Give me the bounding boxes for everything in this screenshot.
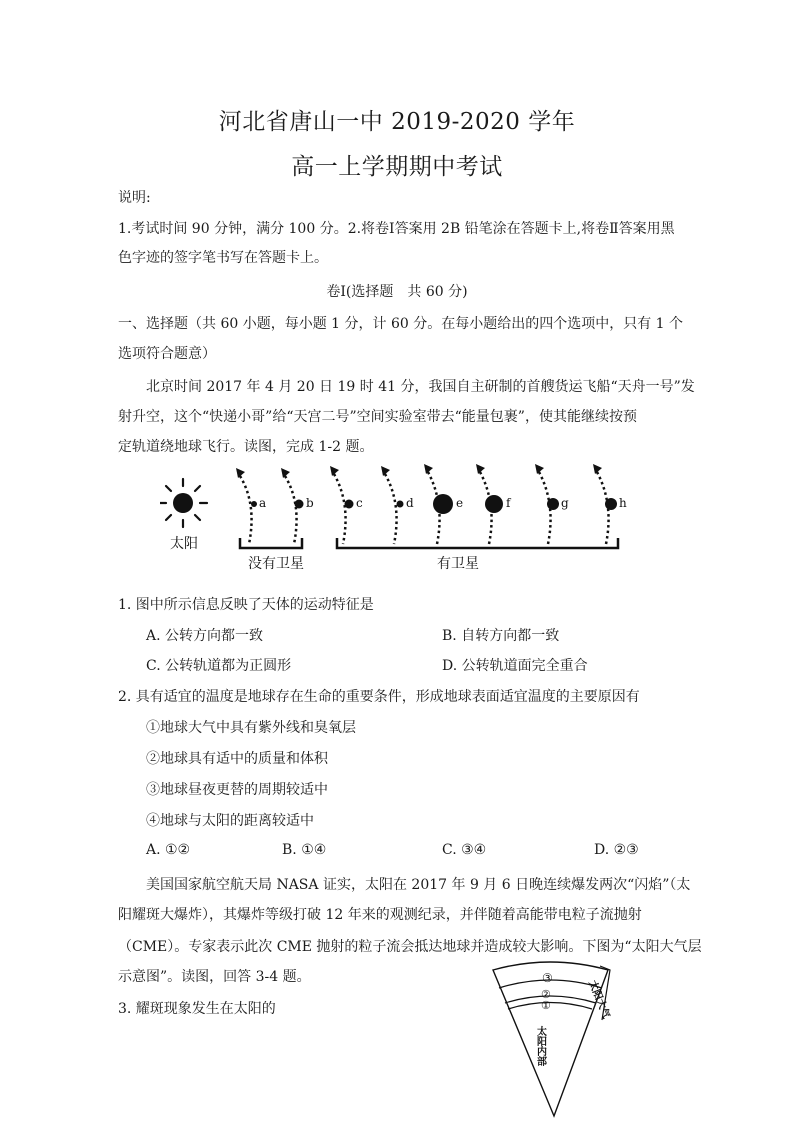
planet-a [251, 501, 257, 507]
solar-system-figure [160, 462, 640, 577]
passage2-line-3: （CME）。专家表示此次 CME 抛射的粒子流会抵达地球并造成较大影响。下图为“太阳大气层 [118, 939, 702, 955]
group-no-satellite-label: 没有卫星 [248, 556, 304, 572]
planet-b [295, 500, 304, 509]
solar-atmosphere-figure [488, 958, 618, 1120]
passage1-line-3: 定轨道绕地球飞行。读图，完成 1-2 题。 [118, 439, 374, 455]
planet-label-a: a [259, 496, 267, 510]
notes-line-1: 1.考试时间 90 分钟，满分 100 分。2.将卷Ⅰ答案用 2B 铅笔涂在答题卡上,将卷Ⅱ答案用黑 [118, 221, 675, 237]
section-instructions-1: 一、选择题（共 60 小题，每小题 1 分，计 60 分。在每小题给出的四个选项中，只有 1 个 [118, 316, 684, 332]
passage1-line-2: 射升空，这个“快递小哥”给“天宫二号”空间实验室带去“能量包裹”，使其能继续按预 [118, 409, 637, 425]
planet-label-h: h [619, 496, 627, 510]
planet-d [397, 501, 404, 508]
notes-line-2: 色字迹的签字笔书写在答题卡上。 [118, 250, 328, 266]
layer-label-1: ① [541, 999, 551, 1012]
q3-stem: 3. 耀斑现象发生在太阳的 [118, 1001, 276, 1017]
planet-label-e: e [456, 496, 464, 510]
passage2-line-2: 阳耀斑大爆炸），其爆炸等级打破 12 年来的观测纪录，并伴随着高能带电粒子流抛射 [118, 907, 642, 923]
q2-item-4: ④地球与太阳的距离较适中 [146, 813, 314, 829]
planet-label-g: g [561, 496, 569, 510]
q1-option-c: C. 公转轨道都为正圆形 [146, 658, 292, 674]
page-subtitle: 高一上学期期中考试 [291, 154, 503, 180]
section-heading: 卷Ⅰ(选择题 共 60 分) [326, 284, 468, 300]
planet-h [605, 498, 617, 510]
q2-item-1: ①地球大气中具有紫外线和臭氧层 [146, 720, 356, 736]
q2-option-d: D. ②③ [594, 842, 639, 858]
page-title: 河北省唐山一中 2019-2020 学年 [218, 109, 576, 135]
planet-label-f: f [506, 496, 511, 510]
sun-label: 太阳 [170, 536, 198, 552]
section-instructions-2: 选项符合题意） [118, 346, 216, 362]
q2-item-3: ③地球昼夜更替的周期较适中 [146, 782, 328, 798]
passage2-line-1: 美国国家航空航天局 NASA 证实，太阳在 2017 年 9 月 6 日晚连续爆发两次“闪焰”（太 [146, 877, 691, 893]
passage1-line-1: 北京时间 2017 年 4 月 20 日 19 时 41 分，我国自主研制的首艘货运飞船“天舟一号”发 [146, 379, 695, 395]
solar-atmosphere-label: 太阳大气 [586, 979, 612, 1021]
planet-e [433, 494, 453, 514]
passage2-line-4: 示意图”。读图，回答 3-4 题。 [118, 969, 311, 985]
q1-option-d: D. 公转轨道面完全重合 [442, 658, 588, 674]
layer-label-2: ② [541, 988, 551, 1001]
solar-interior-label: 太阳内部 [534, 1026, 546, 1066]
planet-f [485, 495, 503, 513]
planet-label-c: c [356, 496, 363, 510]
q2-stem: 2. 具有适宜的温度是地球存在生命的重要条件，形成地球表面适宜温度的主要原因有 [118, 689, 640, 705]
planet-label-b: b [306, 496, 314, 510]
q2-option-c: C. ③④ [442, 842, 487, 858]
q1-option-a: A. 公转方向都一致 [146, 628, 264, 644]
q1-stem: 1. 图中所示信息反映了天体的运动特征是 [118, 597, 374, 613]
planet-label-d: d [406, 496, 414, 510]
q2-option-b: B. ①④ [282, 842, 327, 858]
group-with-satellite-label: 有卫星 [437, 556, 479, 572]
planet-g [547, 498, 559, 510]
planet-c [345, 500, 354, 509]
notes-heading: 说明: [118, 190, 151, 206]
q2-option-a: A. ①② [146, 842, 191, 858]
q2-item-2: ②地球具有适中的质量和体积 [146, 751, 328, 767]
q1-option-b: B. 自转方向都一致 [442, 628, 560, 644]
layer-label-3: ③ [542, 971, 553, 985]
sun-icon [160, 479, 207, 527]
